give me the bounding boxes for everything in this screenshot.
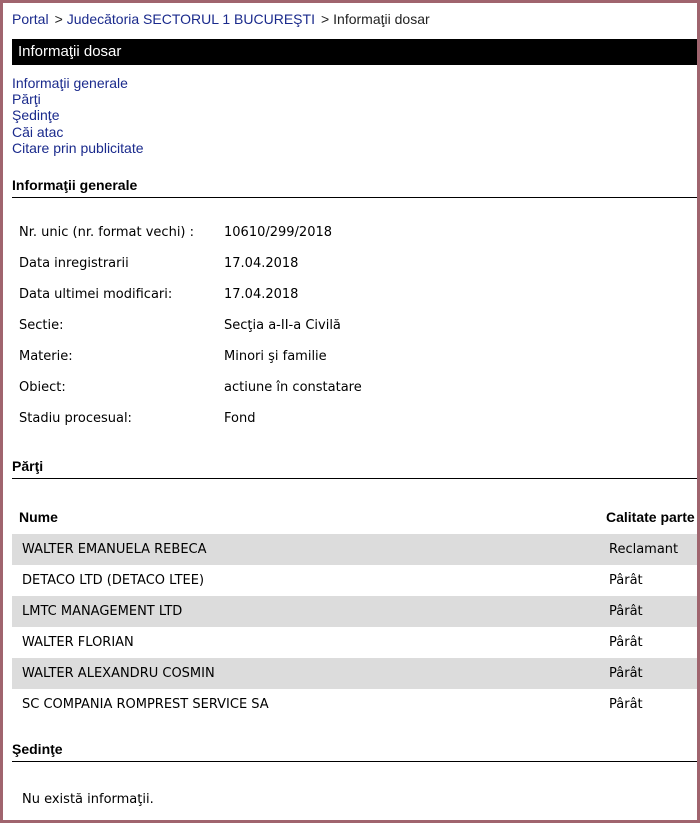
info-value: 17.04.2018 bbox=[224, 287, 299, 302]
column-header-role: Calitate parte bbox=[606, 509, 695, 525]
party-name: WALTER FLORIAN bbox=[22, 635, 134, 650]
breadcrumb-current: Informaţii dosar bbox=[333, 11, 430, 27]
breadcrumb-portal-link[interactable]: Portal bbox=[12, 11, 49, 27]
parties-heading: Părţi bbox=[12, 458, 700, 479]
party-name: SC COMPANIA ROMPREST SERVICE SA bbox=[22, 697, 269, 712]
party-role: Pârât bbox=[609, 573, 643, 588]
table-row bbox=[12, 627, 700, 658]
party-name: WALTER ALEXANDRU COSMIN bbox=[22, 666, 215, 681]
info-label: Data ultimei modificari: bbox=[19, 287, 173, 302]
info-value: 10610/299/2018 bbox=[224, 225, 333, 240]
info-label: Data inregistrarii bbox=[19, 256, 129, 271]
general-info-heading: Informaţii generale bbox=[12, 177, 700, 198]
info-label: Materie: bbox=[19, 349, 73, 364]
info-value: 17.04.2018 bbox=[224, 256, 299, 271]
party-role: Reclamant bbox=[609, 542, 679, 557]
table-row bbox=[12, 565, 700, 596]
breadcrumb-court-link[interactable]: Judecătoria SECTORUL 1 BUCUREŞTI bbox=[66, 11, 315, 27]
info-label: Sectie: bbox=[19, 318, 64, 333]
table-row bbox=[12, 596, 700, 627]
page-title: Informaţii dosar bbox=[12, 39, 700, 65]
table-row bbox=[12, 658, 700, 689]
hearings-empty-message: Nu există informaţii. bbox=[22, 792, 154, 807]
info-label: Nr. unic (nr. format vechi) : bbox=[19, 225, 195, 240]
nav-link-parties[interactable]: Părţi bbox=[12, 91, 41, 108]
table-row bbox=[12, 534, 700, 565]
info-row bbox=[19, 411, 362, 442]
party-name: LMTC MANAGEMENT LTD bbox=[22, 604, 183, 619]
breadcrumb bbox=[12, 11, 430, 27]
info-row bbox=[19, 349, 362, 380]
breadcrumb-separator: > bbox=[54, 11, 63, 27]
nav-link-appeals[interactable]: Căi atac bbox=[12, 123, 64, 140]
nav-link-summons[interactable]: Citare prin publicitate bbox=[12, 139, 144, 156]
column-header-name: Nume bbox=[19, 509, 58, 525]
info-row bbox=[19, 318, 362, 349]
info-value: actiune în constatare bbox=[224, 380, 362, 395]
info-row bbox=[19, 256, 362, 287]
parties-table-header bbox=[12, 509, 700, 533]
party-role: Pârât bbox=[609, 697, 643, 712]
party-role: Pârât bbox=[609, 666, 643, 681]
party-name: DETACO LTD (DETACO LTEE) bbox=[22, 573, 205, 588]
table-row bbox=[12, 689, 700, 720]
info-label: Obiect: bbox=[19, 380, 66, 395]
nav-link-general[interactable]: Informaţii generale bbox=[12, 75, 128, 91]
info-row bbox=[19, 287, 362, 318]
info-row bbox=[19, 380, 362, 411]
info-row bbox=[19, 225, 362, 256]
info-value: Fond bbox=[224, 411, 256, 426]
party-name: WALTER EMANUELA REBECA bbox=[22, 542, 207, 557]
general-info-table bbox=[19, 225, 362, 442]
party-role: Pârât bbox=[609, 604, 643, 619]
hearings-heading: Şedinţe bbox=[12, 741, 700, 762]
party-role: Pârât bbox=[609, 635, 643, 650]
breadcrumb-separator: > bbox=[320, 11, 330, 27]
parties-table bbox=[12, 534, 700, 720]
info-value: Secţia a-II-a Civilă bbox=[224, 318, 341, 333]
section-nav bbox=[12, 75, 144, 156]
info-value: Minori şi familie bbox=[224, 349, 327, 364]
nav-link-hearings[interactable]: Şedinţe bbox=[12, 107, 60, 124]
info-label: Stadiu procesual: bbox=[19, 411, 132, 426]
